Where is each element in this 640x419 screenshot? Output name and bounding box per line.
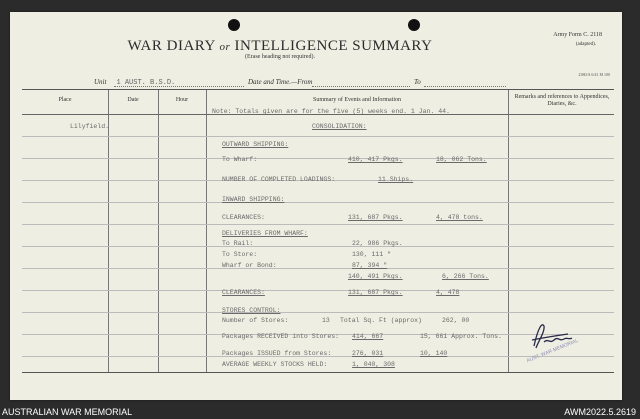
loadings-label: NUMBER OF COMPLETED LOADINGS: bbox=[222, 176, 336, 183]
header-summary: Summary of Events and Information bbox=[313, 97, 401, 103]
deliveries-total-tons: 6, 266 Tons. bbox=[442, 273, 489, 280]
header-date: Date bbox=[127, 97, 139, 103]
loadings-value: 11 Ships. bbox=[378, 176, 414, 183]
place-entry: Lilyfield. bbox=[70, 123, 110, 130]
note-line: Note: Totals given are for the five (5) weeks end. 1 Jan. 44. bbox=[212, 108, 450, 115]
print-code: 2380/A 6/41 M 100 bbox=[578, 72, 610, 77]
wharf-bond-label: Wharf or Bond: bbox=[222, 262, 277, 269]
total-sq-ft-value: 262, 00 bbox=[442, 317, 470, 324]
issued-label: Packages ISSUED from Stores: bbox=[222, 350, 332, 357]
header-place: Place bbox=[58, 97, 72, 103]
consolidation-heading: CONSOLIDATION: bbox=[312, 123, 367, 130]
punch-hole-right bbox=[408, 19, 420, 31]
wharf-bond-value: 87, 394 " bbox=[352, 262, 388, 269]
footer-accession: AWM2022.5.2619 bbox=[564, 407, 636, 417]
to-label: To bbox=[414, 78, 421, 86]
weekly-stocks-value: 1, 040, 308 bbox=[352, 361, 395, 368]
col-divider bbox=[158, 90, 159, 372]
to-rail-label: To Rail: bbox=[222, 240, 254, 247]
to-rail-value: 22, 986 Pkgs. bbox=[352, 240, 403, 247]
clearances-label-2: CLEARANCES: bbox=[222, 289, 265, 296]
col-divider bbox=[108, 90, 109, 372]
to-store-label: To Store: bbox=[222, 251, 258, 258]
form-reference-sub: (adapted). bbox=[575, 42, 596, 47]
title-note: (Erase heading not required). bbox=[245, 54, 315, 60]
row-rule bbox=[22, 268, 614, 269]
title-part-2: INTELLIGENCE SUMMARY bbox=[234, 38, 433, 54]
unit-value: 1 AUST. B.S.D. bbox=[116, 79, 176, 87]
row-rule bbox=[22, 312, 614, 313]
title-part-1: WAR DIARY bbox=[127, 38, 216, 54]
to-store-value: 130, 111 " bbox=[352, 251, 392, 258]
footer-source: AUSTRALIAN WAR MEMORIAL bbox=[2, 407, 133, 417]
diary-table bbox=[22, 89, 614, 373]
to-wharf-packages: 410, 417 Pkgs. bbox=[348, 156, 403, 163]
row-rule bbox=[22, 290, 614, 291]
total-sq-ft-label: Total Sq. Ft (approx) bbox=[340, 317, 422, 324]
row-rule bbox=[22, 202, 614, 203]
clearances-tons-2: 4, 478 bbox=[436, 289, 460, 296]
punch-hole-left bbox=[228, 19, 240, 31]
clearances-tons: 4, 478 tons. bbox=[436, 214, 483, 221]
datetime-label: Date and Time.—From bbox=[248, 78, 313, 86]
header-hour: Hour bbox=[175, 97, 189, 103]
clearances-packages: 131, 687 Pkgs. bbox=[348, 214, 403, 221]
col-divider bbox=[508, 90, 509, 372]
weekly-stocks-label: AVERAGE WEEKLY STOCKS HELD: bbox=[222, 361, 328, 368]
to-dotted-line bbox=[424, 86, 506, 87]
row-rule bbox=[22, 224, 614, 225]
stores-control-heading: STORES CONTROL: bbox=[222, 307, 281, 314]
row-rule bbox=[22, 136, 614, 137]
received-label: Packages RECEIVED into Stores: bbox=[222, 333, 340, 340]
clearances-packages-2: 131, 687 Pkgs. bbox=[348, 289, 403, 296]
to-wharf-tons: 18, 062 Tons. bbox=[436, 156, 487, 163]
outward-shipping-heading: OUTWARD SHIPPING: bbox=[222, 141, 289, 148]
datetime-dotted-line bbox=[312, 86, 410, 87]
number-of-stores-value: 13 bbox=[322, 317, 330, 324]
clearances-label: CLEARANCES: bbox=[222, 214, 265, 221]
row-rule bbox=[22, 246, 614, 247]
diary-sheet bbox=[10, 12, 622, 400]
to-wharf-label: To Wharf: bbox=[222, 156, 258, 163]
received-value: 414, 667 bbox=[352, 333, 384, 340]
header-remarks: Remarks and references to Appendices, Diaries, &c. bbox=[514, 94, 610, 107]
issued-value: 276, 031 bbox=[352, 350, 384, 357]
deliveries-total-packages: 140, 491 Pkgs. bbox=[348, 273, 403, 280]
deliveries-heading: DELIVERIES FROM WHARF: bbox=[222, 230, 308, 237]
remarks-stamp: AUST. WAR MEMORIAL bbox=[525, 337, 580, 365]
inward-shipping-heading: INWARD SHIPPING: bbox=[222, 196, 285, 203]
form-reference: Army Form C. 2118 bbox=[553, 32, 602, 38]
unit-label: Unit bbox=[94, 78, 107, 86]
unit-dotted-line bbox=[114, 86, 244, 87]
title-or: or bbox=[219, 41, 231, 53]
diary-title bbox=[10, 38, 550, 55]
number-of-stores-label: Number of Stores: bbox=[222, 317, 289, 324]
received-tons: 15, 661 Approx. Tons. bbox=[420, 333, 502, 340]
issued-tons: 10, 140 bbox=[420, 350, 448, 357]
col-divider bbox=[206, 90, 207, 372]
row-rule bbox=[22, 158, 614, 159]
